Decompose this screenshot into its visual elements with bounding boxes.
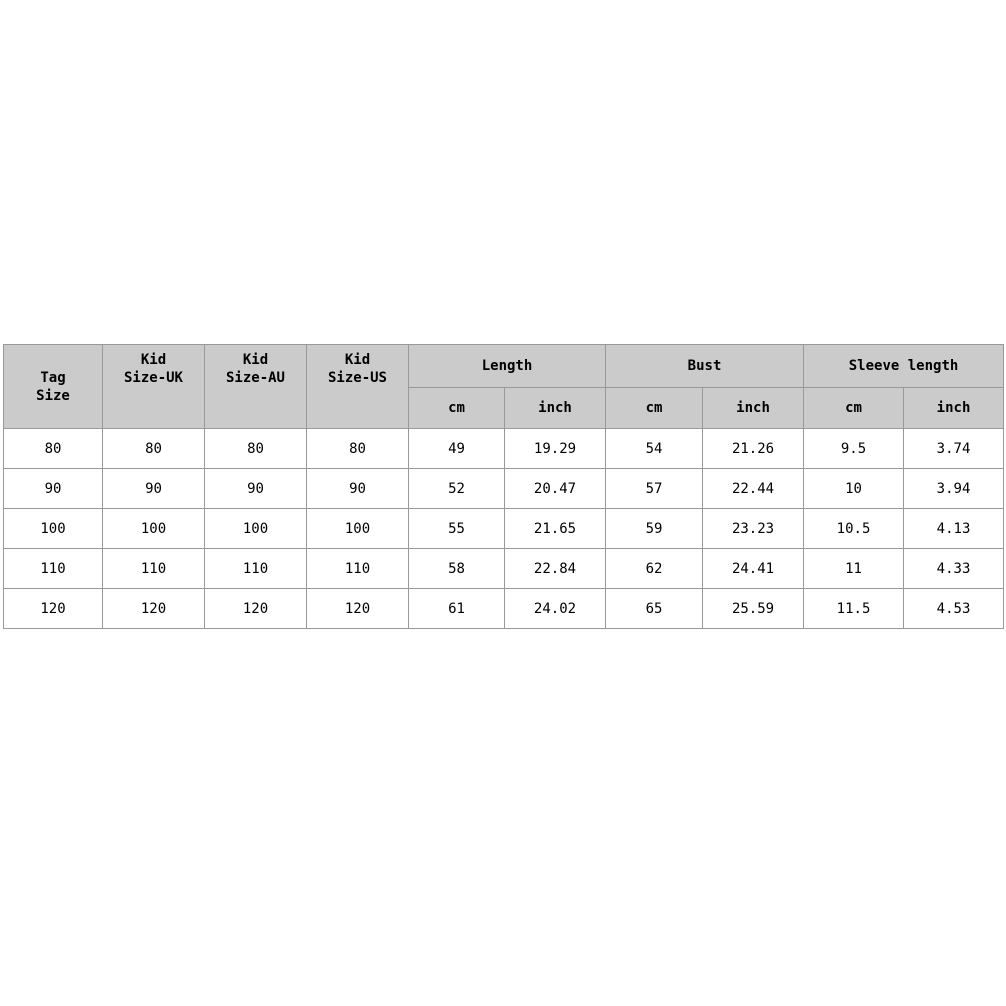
cell-length-cm: 52 <box>409 469 505 509</box>
cell-sleeve-cm: 11 <box>804 549 904 589</box>
cell-bust-inch: 25.59 <box>703 589 804 629</box>
cell-tag-size: 90 <box>4 469 103 509</box>
cell-bust-inch: 22.44 <box>703 469 804 509</box>
cell-kid-us: 110 <box>307 549 409 589</box>
cell-length-cm: 61 <box>409 589 505 629</box>
header-tag-size-line-1: Tag <box>40 369 66 386</box>
cell-kid-uk: 100 <box>103 509 205 549</box>
cell-length-cm: 58 <box>409 549 505 589</box>
cell-length-inch: 20.47 <box>505 469 606 509</box>
header-tag-size-line-2: Size <box>36 387 70 404</box>
cell-kid-au: 90 <box>205 469 307 509</box>
header-kid-us-line-2: Size-US <box>327 370 387 386</box>
cell-bust-inch: 23.23 <box>703 509 804 549</box>
cell-bust-cm: 57 <box>606 469 703 509</box>
table-row <box>4 589 1004 629</box>
header-length-cm: cm <box>409 388 505 429</box>
header-kid-size-au <box>205 345 307 429</box>
cell-tag-size: 110 <box>4 549 103 589</box>
cell-bust-cm: 62 <box>606 549 703 589</box>
cell-sleeve-inch: 3.74 <box>904 429 1004 469</box>
cell-sleeve-inch: 4.53 <box>904 589 1004 629</box>
header-bust-inch: inch <box>703 388 804 429</box>
header-kid-size-uk <box>103 345 205 429</box>
cell-tag-size: 80 <box>4 429 103 469</box>
header-kid-au-line-2: Size-AU <box>225 370 285 386</box>
header-kid-us-line-1: Kid <box>344 352 371 368</box>
cell-length-inch: 22.84 <box>505 549 606 589</box>
cell-kid-us: 90 <box>307 469 409 509</box>
cell-kid-au: 120 <box>205 589 307 629</box>
header-row-primary <box>4 345 1004 388</box>
cell-sleeve-inch: 3.94 <box>904 469 1004 509</box>
table-row <box>4 549 1004 589</box>
cell-length-cm: 49 <box>409 429 505 469</box>
cell-length-inch: 24.02 <box>505 589 606 629</box>
cell-kid-au: 110 <box>205 549 307 589</box>
cell-kid-uk: 110 <box>103 549 205 589</box>
cell-sleeve-inch: 4.13 <box>904 509 1004 549</box>
table-row <box>4 429 1004 469</box>
header-kid-uk-line-1: Kid <box>140 352 167 368</box>
table-row <box>4 469 1004 509</box>
header-length-inch: inch <box>505 388 606 429</box>
cell-kid-au: 80 <box>205 429 307 469</box>
cell-bust-inch: 24.41 <box>703 549 804 589</box>
cell-length-inch: 21.65 <box>505 509 606 549</box>
cell-sleeve-cm: 10.5 <box>804 509 904 549</box>
cell-kid-uk: 90 <box>103 469 205 509</box>
cell-bust-cm: 65 <box>606 589 703 629</box>
header-length: Length <box>409 345 606 388</box>
cell-sleeve-cm: 9.5 <box>804 429 904 469</box>
cell-kid-uk: 80 <box>103 429 205 469</box>
cell-bust-cm: 54 <box>606 429 703 469</box>
cell-kid-uk: 120 <box>103 589 205 629</box>
header-sleeve-cm: cm <box>804 388 904 429</box>
header-kid-size-us <box>307 345 409 429</box>
cell-sleeve-cm: 10 <box>804 469 904 509</box>
header-sleeve-inch: inch <box>904 388 1004 429</box>
header-tag-size <box>4 345 103 429</box>
cell-kid-us: 120 <box>307 589 409 629</box>
cell-bust-cm: 59 <box>606 509 703 549</box>
header-bust: Bust <box>606 345 804 388</box>
cell-sleeve-inch: 4.33 <box>904 549 1004 589</box>
header-kid-au-line-1: Kid <box>242 352 269 368</box>
cell-tag-size: 120 <box>4 589 103 629</box>
cell-sleeve-cm: 11.5 <box>804 589 904 629</box>
table-row <box>4 509 1004 549</box>
cell-length-inch: 19.29 <box>505 429 606 469</box>
size-chart-table <box>3 344 1004 629</box>
cell-tag-size: 100 <box>4 509 103 549</box>
cell-bust-inch: 21.26 <box>703 429 804 469</box>
header-bust-cm: cm <box>606 388 703 429</box>
cell-kid-us: 80 <box>307 429 409 469</box>
cell-length-cm: 55 <box>409 509 505 549</box>
cell-kid-us: 100 <box>307 509 409 549</box>
header-kid-uk-line-2: Size-UK <box>123 370 183 386</box>
header-sleeve-length: Sleeve length <box>804 345 1004 388</box>
cell-kid-au: 100 <box>205 509 307 549</box>
